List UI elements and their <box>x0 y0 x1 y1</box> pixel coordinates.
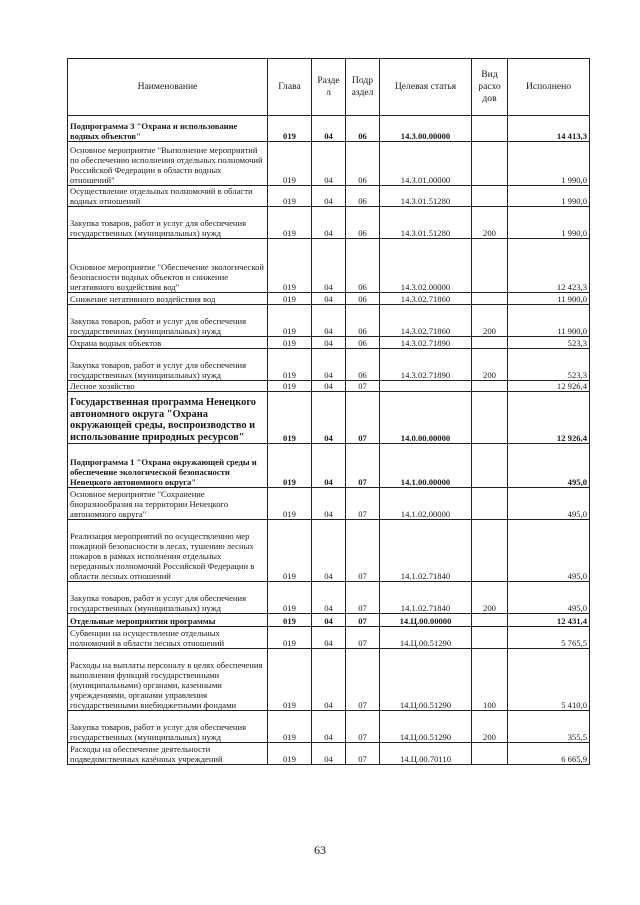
cell-name: Подпрограмма 1 "Охрана окружающей среды и обеспечение экологической безопасности Ненецкого автономного округа" <box>68 444 268 488</box>
cell-podrazdel: 07 <box>346 582 380 614</box>
cell-razdel: 04 <box>312 711 346 743</box>
table-row <box>68 349 590 381</box>
cell-name: Реализация мероприятий по осуществлению мер пожарной безопасности в лесах, тушению лесных пожаров в рамках исполнения отдельных переданных полномочий Российской Федерации в области лесных отношений <box>68 520 268 582</box>
cell-target: 14.1.00.00000 <box>380 444 472 488</box>
cell-razdel: 04 <box>312 186 346 207</box>
cell-executed: 11 900,0 <box>508 293 590 305</box>
cell-vid: 200 <box>472 207 508 239</box>
cell-podrazdel: 06 <box>346 293 380 305</box>
cell-glava: 019 <box>268 293 312 305</box>
cell-name: Охрана водных объектов <box>68 337 268 349</box>
cell-executed: 11 900,0 <box>508 305 590 337</box>
cell-vid <box>472 337 508 349</box>
cell-executed: 12 423,3 <box>508 239 590 293</box>
cell-name: Закупка товаров, работ и услуг для обеспечения государственных (муниципальных) нужд <box>68 207 268 239</box>
cell-razdel: 04 <box>312 381 346 392</box>
cell-name: Расходы на обеспечение деятельности подведомственных казённых учреждений <box>68 743 268 765</box>
cell-glava: 019 <box>268 582 312 614</box>
cell-glava: 019 <box>268 381 312 392</box>
cell-target: 14.Ц.00.51290 <box>380 627 472 649</box>
cell-target: 14.3.00.00000 <box>380 116 472 142</box>
table-row <box>68 293 590 305</box>
cell-vid <box>472 392 508 444</box>
cell-razdel: 04 <box>312 614 346 627</box>
cell-razdel: 04 <box>312 444 346 488</box>
cell-glava: 019 <box>268 711 312 743</box>
cell-executed: 495,0 <box>508 444 590 488</box>
cell-target: 14.Ц.00.51290 <box>380 711 472 743</box>
cell-executed: 12 431,4 <box>508 614 590 627</box>
cell-executed: 14 413,3 <box>508 116 590 142</box>
cell-vid: 100 <box>472 649 508 711</box>
cell-vid <box>472 627 508 649</box>
cell-razdel: 04 <box>312 743 346 765</box>
cell-razdel: 04 <box>312 392 346 444</box>
cell-vid <box>472 381 508 392</box>
cell-target: 14.Ц.00.51290 <box>380 649 472 711</box>
cell-target: 14.3.01.51280 <box>380 186 472 207</box>
cell-podrazdel: 07 <box>346 711 380 743</box>
cell-target: 14.3.02.71890 <box>380 349 472 381</box>
cell-name: Закупка товаров, работ и услуг для обеспечения государственных (муниципальных) нужд <box>68 582 268 614</box>
cell-target: 14.3.02.71890 <box>380 337 472 349</box>
cell-podrazdel: 06 <box>346 142 380 186</box>
cell-razdel: 04 <box>312 349 346 381</box>
cell-podrazdel: 07 <box>346 444 380 488</box>
cell-name: Закупка товаров, работ и услуг для обеспечения государственных (муниципальных) нужд <box>68 305 268 337</box>
table-row <box>68 444 590 488</box>
header-podrazdel: Подр аздел <box>346 59 380 116</box>
cell-executed: 355,5 <box>508 711 590 743</box>
cell-podrazdel: 06 <box>346 186 380 207</box>
cell-target <box>380 381 472 392</box>
cell-podrazdel: 07 <box>346 743 380 765</box>
cell-glava: 019 <box>268 627 312 649</box>
cell-razdel: 04 <box>312 293 346 305</box>
table-body <box>68 116 590 765</box>
table-row <box>68 743 590 765</box>
cell-razdel: 04 <box>312 239 346 293</box>
cell-razdel: 04 <box>312 207 346 239</box>
cell-target: 14.Ц.00.70110 <box>380 743 472 765</box>
cell-executed: 523,3 <box>508 349 590 381</box>
cell-target: 14.3.01.51280 <box>380 207 472 239</box>
cell-name: Основное мероприятие "Сохранение биоразнообразия на территории Ненецкого автономного округа" <box>68 488 268 520</box>
table-row <box>68 649 590 711</box>
cell-name: Субвенции на осуществление отдельных полномочий в области лесных отношений <box>68 627 268 649</box>
cell-executed: 5 410,0 <box>508 649 590 711</box>
cell-vid <box>472 444 508 488</box>
cell-vid <box>472 743 508 765</box>
table-row <box>68 142 590 186</box>
table-row <box>68 305 590 337</box>
cell-glava: 019 <box>268 349 312 381</box>
cell-razdel: 04 <box>312 305 346 337</box>
cell-vid <box>472 520 508 582</box>
cell-glava: 019 <box>268 649 312 711</box>
cell-podrazdel: 07 <box>346 392 380 444</box>
cell-vid <box>472 488 508 520</box>
cell-name: Лесное хозяйство <box>68 381 268 392</box>
table-row <box>68 381 590 392</box>
cell-name: Снижение негативного воздействия вод <box>68 293 268 305</box>
table-row <box>68 582 590 614</box>
cell-razdel: 04 <box>312 649 346 711</box>
cell-target: 14.Ц.00.00000 <box>380 614 472 627</box>
cell-glava: 019 <box>268 488 312 520</box>
cell-target: 14.3.02.71860 <box>380 293 472 305</box>
cell-podrazdel: 06 <box>346 239 380 293</box>
table-row <box>68 116 590 142</box>
header-target: Целевая статья <box>380 59 472 116</box>
header-razdel: Разде л <box>312 59 346 116</box>
cell-glava: 019 <box>268 614 312 627</box>
cell-podrazdel: 06 <box>346 116 380 142</box>
cell-target: 14.1.02.71840 <box>380 520 472 582</box>
cell-glava: 019 <box>268 305 312 337</box>
cell-executed: 495,0 <box>508 582 590 614</box>
table-row <box>68 614 590 627</box>
cell-razdel: 04 <box>312 488 346 520</box>
cell-name: Осуществление отдельных полномочий в области водных отношений <box>68 186 268 207</box>
cell-podrazdel: 07 <box>346 614 380 627</box>
cell-glava: 019 <box>268 520 312 582</box>
cell-glava: 019 <box>268 116 312 142</box>
cell-vid <box>472 142 508 186</box>
cell-glava: 019 <box>268 186 312 207</box>
cell-target: 14.3.02.00000 <box>380 239 472 293</box>
cell-podrazdel: 07 <box>346 488 380 520</box>
cell-podrazdel: 06 <box>346 349 380 381</box>
cell-vid: 200 <box>472 582 508 614</box>
cell-podrazdel: 06 <box>346 207 380 239</box>
cell-executed: 6 665,9 <box>508 743 590 765</box>
cell-name: Расходы на выплаты персоналу в целях обеспечения выполнения функций государственными (муниципальными) органами, казенными учреждениями, органами управления государственными внебюджетными фондами <box>68 649 268 711</box>
cell-podrazdel: 07 <box>346 381 380 392</box>
cell-executed: 12 926,4 <box>508 392 590 444</box>
cell-glava: 019 <box>268 207 312 239</box>
cell-name: Государственная программа Ненецкого автономного округа "Охрана окружающей среды, воспроизводство и использование природных ресурсов" <box>68 392 268 444</box>
cell-podrazdel: 07 <box>346 627 380 649</box>
table-row <box>68 337 590 349</box>
table-row <box>68 239 590 293</box>
header-vid: Вид расхо дов <box>472 59 508 116</box>
cell-target: 14.3.01.00000 <box>380 142 472 186</box>
cell-razdel: 04 <box>312 116 346 142</box>
cell-glava: 019 <box>268 142 312 186</box>
cell-razdel: 04 <box>312 627 346 649</box>
cell-vid <box>472 614 508 627</box>
cell-podrazdel: 06 <box>346 337 380 349</box>
table-row <box>68 488 590 520</box>
cell-target: 14.0.00.00000 <box>380 392 472 444</box>
header-glava: Глава <box>268 59 312 116</box>
cell-vid <box>472 186 508 207</box>
cell-podrazdel: 06 <box>346 305 380 337</box>
cell-vid: 200 <box>472 711 508 743</box>
cell-podrazdel: 07 <box>346 520 380 582</box>
cell-executed: 495,0 <box>508 488 590 520</box>
cell-glava: 019 <box>268 337 312 349</box>
cell-executed: 495,0 <box>508 520 590 582</box>
cell-name: Закупка товаров, работ и услуг для обеспечения государственных (муниципальных) нужд <box>68 349 268 381</box>
cell-glava: 019 <box>268 392 312 444</box>
cell-vid: 200 <box>472 349 508 381</box>
table-row <box>68 711 590 743</box>
header-row <box>68 59 590 116</box>
table-row <box>68 392 590 444</box>
cell-name: Отдельные мероприятия программы <box>68 614 268 627</box>
cell-razdel: 04 <box>312 582 346 614</box>
cell-name: Основное мероприятие "Обеспечение экологической безопасности водных объектов и снижение негативного воздействия вод" <box>68 239 268 293</box>
cell-target: 14.1.02.00000 <box>380 488 472 520</box>
cell-razdel: 04 <box>312 142 346 186</box>
cell-executed: 1 990,0 <box>508 186 590 207</box>
header-name: Наименование <box>68 59 268 116</box>
cell-glava: 019 <box>268 444 312 488</box>
cell-name: Закупка товаров, работ и услуг для обеспечения государственных (муниципальных) нужд <box>68 711 268 743</box>
cell-vid <box>472 116 508 142</box>
cell-vid <box>472 239 508 293</box>
cell-razdel: 04 <box>312 337 346 349</box>
table-row <box>68 627 590 649</box>
table-row <box>68 520 590 582</box>
cell-executed: 1 990,0 <box>508 142 590 186</box>
cell-executed: 5 765,5 <box>508 627 590 649</box>
cell-name: Основное мероприятие "Выполнение мероприятий по обеспечению исполнения отдельных полномочий Российской Федерации в области водных отношений" <box>68 142 268 186</box>
cell-executed: 523,3 <box>508 337 590 349</box>
cell-executed: 1 990,0 <box>508 207 590 239</box>
cell-glava: 019 <box>268 239 312 293</box>
cell-vid <box>472 293 508 305</box>
cell-vid: 200 <box>472 305 508 337</box>
cell-target: 14.1.02.71840 <box>380 582 472 614</box>
page-number: 63 <box>314 843 326 857</box>
cell-target: 14.3.02.71860 <box>380 305 472 337</box>
table-row <box>68 207 590 239</box>
budget-table <box>67 58 590 765</box>
cell-glava: 019 <box>268 743 312 765</box>
cell-razdel: 04 <box>312 520 346 582</box>
cell-name: Подпрограмма 3 "Охрана и использование водных объектов" <box>68 116 268 142</box>
cell-executed: 12 926,4 <box>508 381 590 392</box>
cell-podrazdel: 07 <box>346 649 380 711</box>
header-executed: Исполнено <box>508 59 590 116</box>
table-row <box>68 186 590 207</box>
